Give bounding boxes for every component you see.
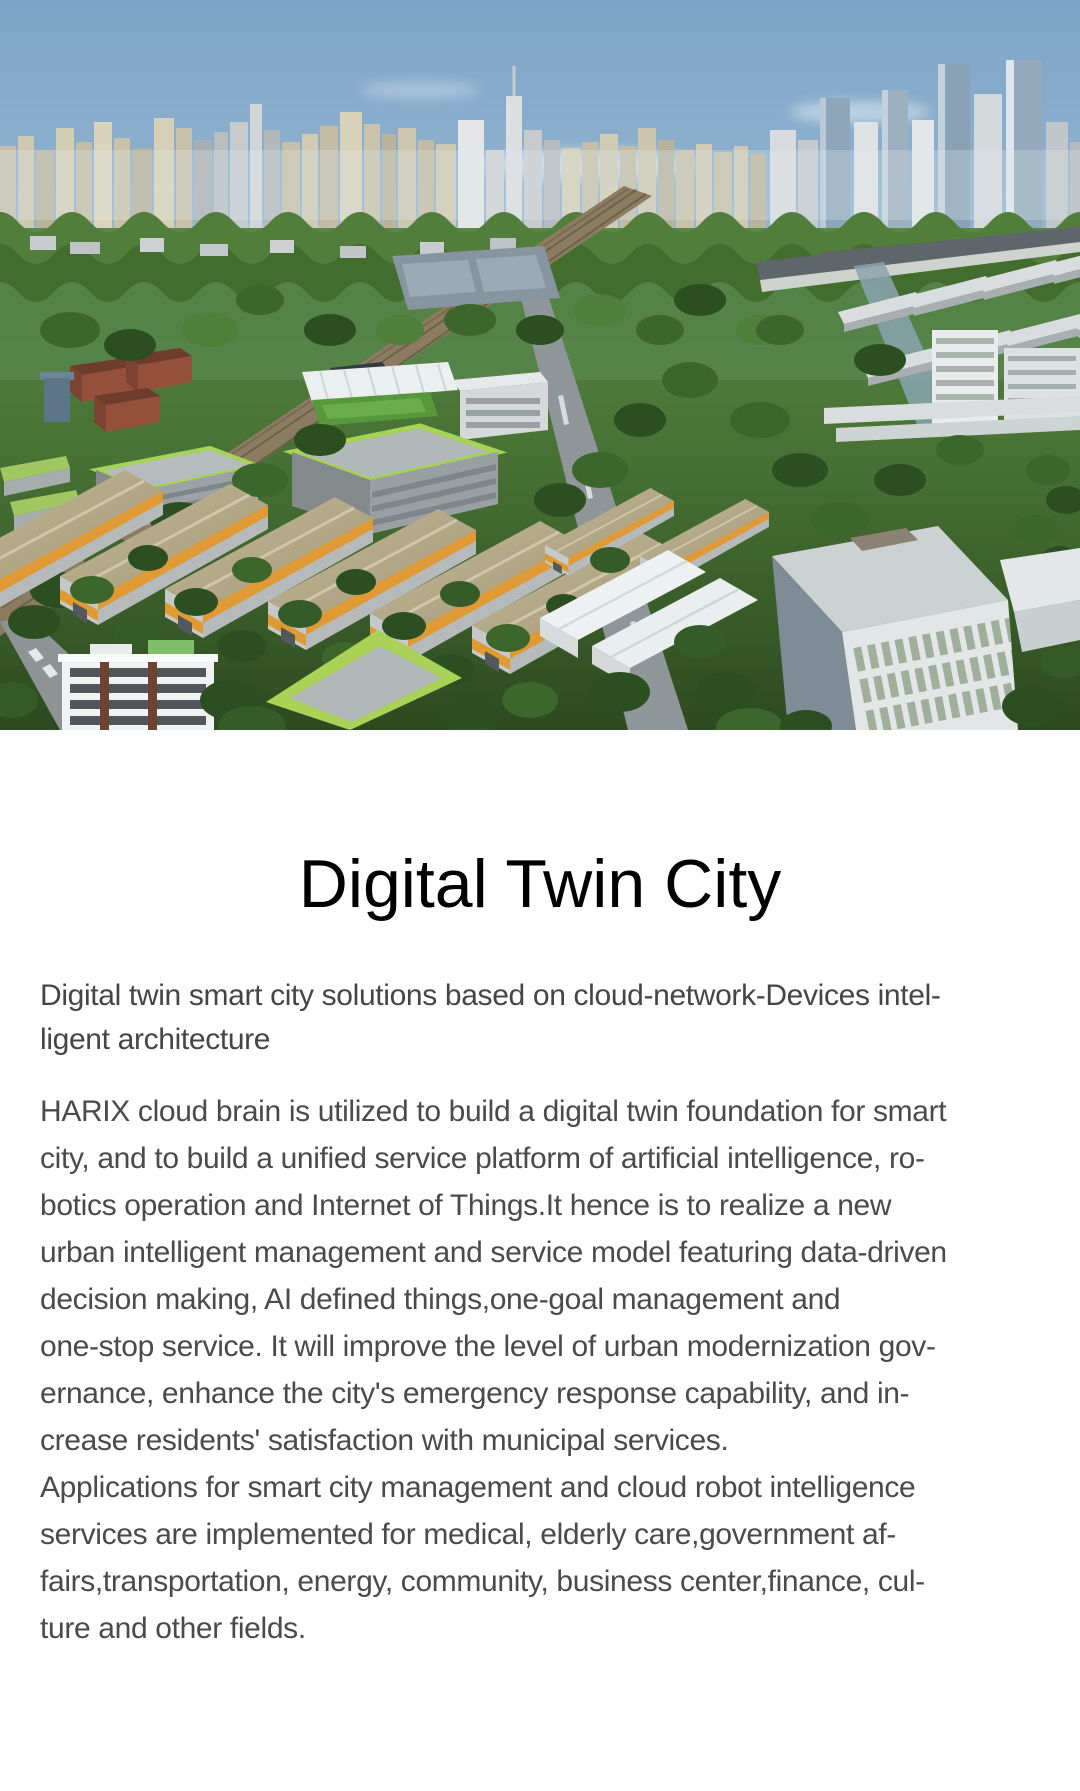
digital-twin-city-image xyxy=(0,0,1080,730)
page-title: Digital Twin City xyxy=(298,846,782,922)
description-paragraph: HARIX cloud brain is utilized to build a digital twin foundation for smart city, and to build a unified service platform of artificial intelligence, ro- botics operation and Internet of Things.It hence is to realize a new urban intelligent management and service model featuring data-driven decision making, AI defined things,one-goal management and one-stop service. It will improve the level of urban modernization gov- ernance, enhance the city's emergency response capability, and in- crease residents' satisfaction with municipal services. Applications for smart city management and cloud robot intelligence services are implemented for medical, elderly care,government af- fairs,transportation, energy, community, business center,finance, cul- ture and other fields. xyxy=(40,1095,947,1645)
intro-paragraph: Digital twin smart city solutions based on cloud-network-Devices intel- ligent architecture xyxy=(40,979,941,1056)
